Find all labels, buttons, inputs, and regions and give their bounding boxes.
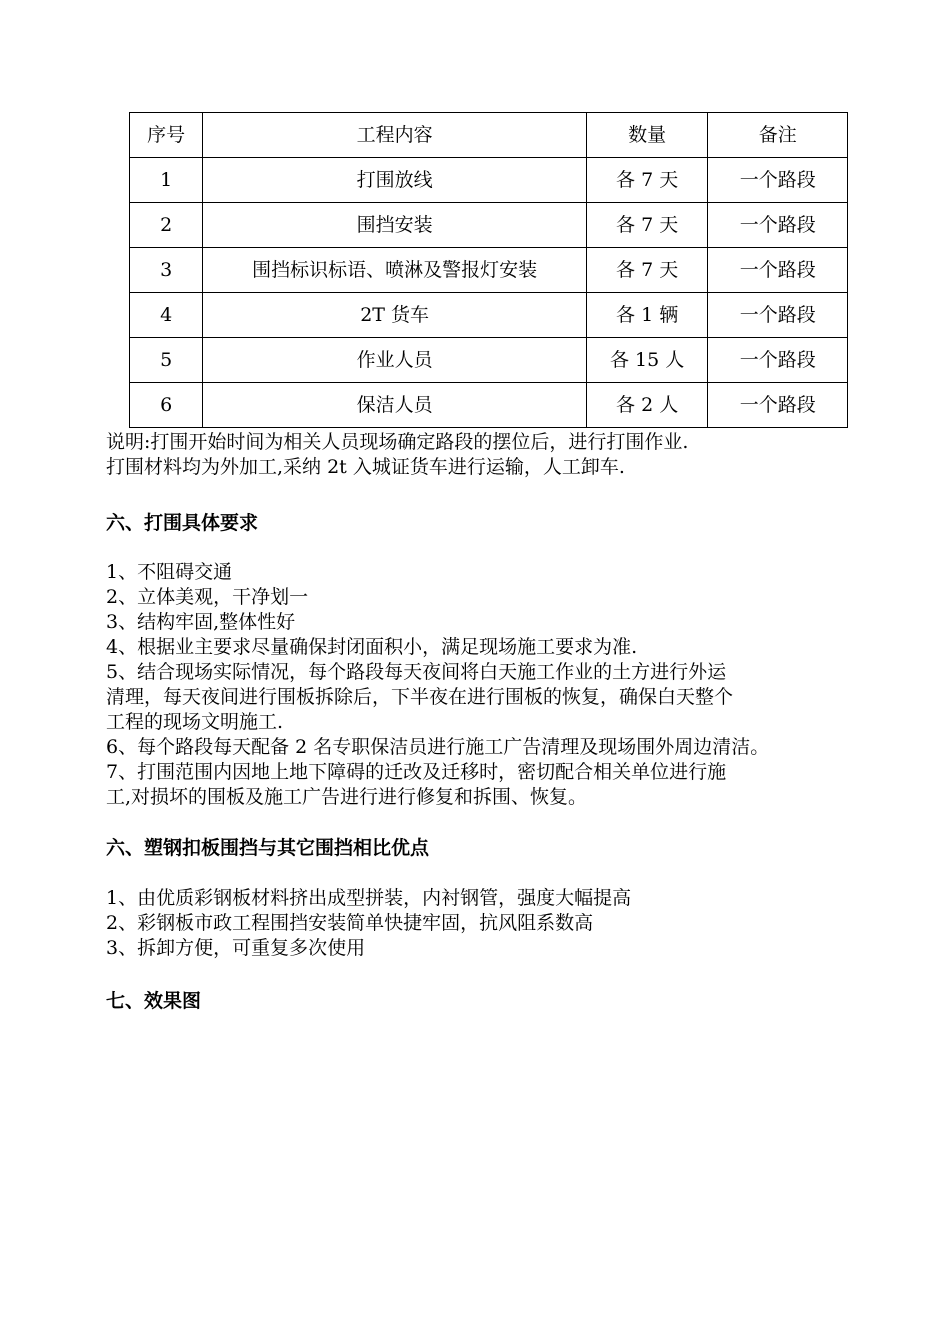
- cell-remark: 一个路段: [708, 338, 848, 383]
- list-item: 1、由优质彩钢板材料挤出成型拼装，内衬钢管，强度大幅提高: [106, 887, 632, 909]
- table-row: [130, 338, 848, 383]
- cell-work-content: 保洁人员: [203, 383, 587, 428]
- list-item: 2、彩钢板市政工程围挡安装简单快捷牢固，抗风阻系数高: [106, 912, 594, 934]
- cell-work-content: 围挡安装: [203, 203, 587, 248]
- list-item: 6、每个路段每天配备 2 名专职保洁员进行施工广告清理及现场围外周边清洁。: [106, 736, 770, 758]
- list-item: 1、不阻碍交通: [106, 561, 233, 583]
- cell-serial-number: 3: [130, 248, 203, 293]
- list-item: 3、结构牢固,整体性好: [106, 611, 296, 633]
- list-item: 3、拆卸方便，可重复多次使用: [106, 937, 366, 959]
- section-heading-advantages: 六、塑钢扣板围挡与其它围挡相比优点: [106, 837, 430, 859]
- table-header-row: [130, 113, 848, 158]
- cell-remark: 一个路段: [708, 248, 848, 293]
- header-work-content: 工程内容: [203, 113, 587, 158]
- list-item: 清理，每天夜间进行围板拆除后，下半夜在进行围板的恢复，确保白天整个: [106, 686, 734, 708]
- cell-serial-number: 1: [130, 158, 203, 203]
- list-item: 7、打围范围内因地上地下障碍的迁改及迁移时，密切配合相关单位进行施: [106, 761, 727, 783]
- cell-serial-number: 4: [130, 293, 203, 338]
- table-row: [130, 383, 848, 428]
- work-plan-table: [129, 112, 848, 428]
- list-item: 工程的现场文明施工.: [106, 711, 284, 733]
- header-remark: 备注: [708, 113, 848, 158]
- cell-work-content: 打围放线: [203, 158, 587, 203]
- cell-remark: 一个路段: [708, 293, 848, 338]
- cell-quantity: 各 1 辆: [586, 293, 708, 338]
- cell-quantity: 各 2 人: [586, 383, 708, 428]
- cell-remark: 一个路段: [708, 383, 848, 428]
- cell-remark: 一个路段: [708, 158, 848, 203]
- section-heading-requirements: 六、打围具体要求: [106, 512, 259, 534]
- cell-serial-number: 5: [130, 338, 203, 383]
- cell-work-content: 作业人员: [203, 338, 587, 383]
- cell-serial-number: 6: [130, 383, 203, 428]
- section-heading-effect: 七、效果图: [106, 990, 202, 1012]
- note-line: 打围材料均为外加工,采纳 2t 入城证货车进行运输，人工卸车.: [106, 456, 625, 478]
- cell-quantity: 各 7 天: [586, 203, 708, 248]
- requirements-list: [106, 560, 906, 810]
- advantages-list: [106, 886, 906, 961]
- cell-serial-number: 2: [130, 203, 203, 248]
- list-item: 2、立体美观，干净划一: [106, 586, 309, 608]
- cell-work-content: 围挡标识标语、喷淋及警报灯安装: [203, 248, 587, 293]
- table-row: [130, 158, 848, 203]
- list-item: 4、根据业主要求尽量确保封闭面积小，满足现场施工要求为准.: [106, 636, 638, 658]
- cell-quantity: 各 15 人: [586, 338, 708, 383]
- table-row: [130, 248, 848, 293]
- header-quantity: 数量: [586, 113, 708, 158]
- list-item: 工,对损坏的围板及施工广告进行进行修复和拆围、恢复。: [106, 786, 588, 808]
- cell-quantity: 各 7 天: [586, 158, 708, 203]
- table-row: [130, 293, 848, 338]
- table-row: [130, 203, 848, 248]
- table-note: [106, 430, 906, 480]
- cell-remark: 一个路段: [708, 203, 848, 248]
- cell-work-content: 2T 货车: [203, 293, 587, 338]
- list-item: 5、结合现场实际情况，每个路段每天夜间将白天施工作业的土方进行外运: [106, 661, 727, 683]
- header-serial-number: 序号: [130, 113, 203, 158]
- note-line: 说明:打围开始时间为相关人员现场确定路段的摆位后，进行打围作业.: [106, 431, 689, 453]
- cell-quantity: 各 7 天: [586, 248, 708, 293]
